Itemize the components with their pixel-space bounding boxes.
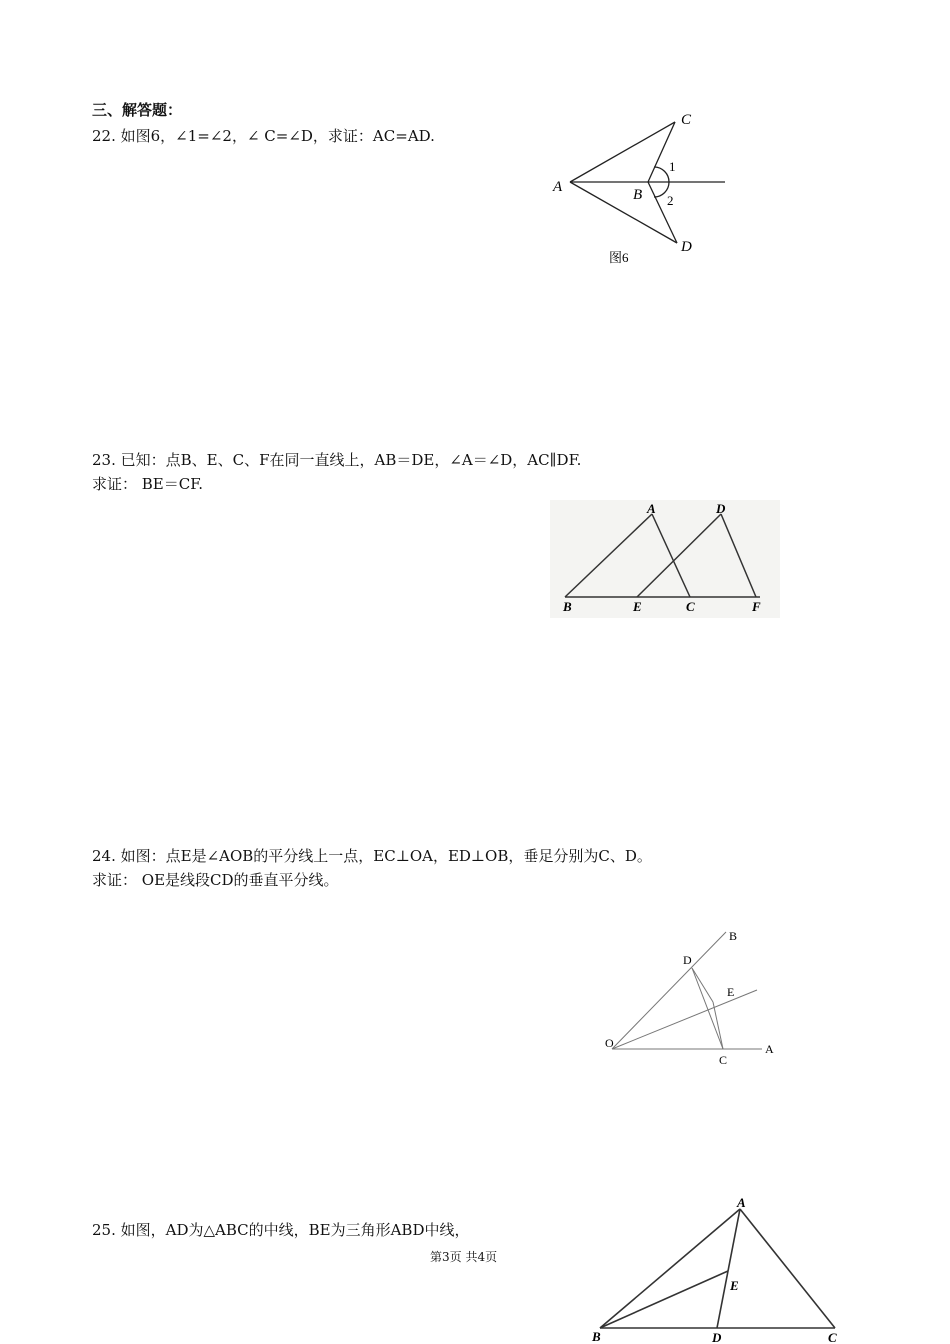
figure-23-background xyxy=(550,500,780,618)
label-a: A xyxy=(647,501,656,516)
bisector-oe xyxy=(612,990,757,1049)
label-a: A xyxy=(553,179,563,195)
page-footer: 第3页 共4页 xyxy=(430,1250,498,1264)
label-e: E xyxy=(727,985,735,999)
label-b: B xyxy=(592,1329,601,1344)
label-c: C xyxy=(681,112,692,128)
label-d: D xyxy=(712,1330,722,1344)
label-o: O xyxy=(605,1036,614,1050)
segment-de xyxy=(692,968,713,1002)
label-c: C xyxy=(686,599,695,614)
ray-ob xyxy=(612,932,726,1049)
segment-dc xyxy=(692,968,723,1049)
label-d: D xyxy=(683,953,692,967)
section-title: 三、解答题： xyxy=(92,101,183,119)
segment-ac xyxy=(570,122,675,182)
segment-ad xyxy=(570,182,677,243)
label-b: B xyxy=(563,599,572,614)
segment-bd xyxy=(648,182,677,243)
figure-25 xyxy=(585,1195,850,1344)
label-f: F xyxy=(752,599,761,614)
segment-ac xyxy=(740,1209,835,1328)
label-angle-1: 1 xyxy=(669,159,676,174)
label-c: C xyxy=(828,1330,837,1344)
label-angle-2: 2 xyxy=(667,193,674,208)
segment-ab xyxy=(600,1209,740,1328)
label-e: E xyxy=(730,1278,739,1293)
label-e: E xyxy=(633,599,642,614)
problem-23-line1: 23. 已知：点B、E、C、F在同一直线上，AB＝DE，∠A＝∠D，AC∥DF. xyxy=(92,451,582,469)
problem-24-line2: 求证： OE是线段CD的垂直平分线。 xyxy=(92,871,339,889)
label-d: D xyxy=(681,239,692,255)
median-ad xyxy=(717,1209,740,1328)
problem-24-line1: 24. 如图：点E是∠AOB的平分线上一点，EC⊥OA，ED⊥OB，垂足分别为C、D。 xyxy=(92,847,652,865)
median-be xyxy=(600,1271,728,1328)
figure-24 xyxy=(595,920,785,1075)
label-b: B xyxy=(633,187,643,203)
problem-25-text: 25. 如图，AD为△ABC的中线，BE为三角形ABD中线， xyxy=(92,1221,470,1239)
label-b: B xyxy=(729,929,738,943)
figure-6 xyxy=(540,105,740,270)
label-c: C xyxy=(719,1053,728,1067)
problem-23-line2: 求证： BE＝CF. xyxy=(92,475,204,493)
label-d: D xyxy=(716,501,726,516)
label-a: A xyxy=(765,1042,774,1056)
figure-6-caption: 图6 xyxy=(609,250,629,265)
problem-22-text: 22. 如图6，∠1=∠2，∠ C=∠D，求证：AC=AD. xyxy=(92,127,435,145)
label-a: A xyxy=(737,1195,746,1210)
figure-23 xyxy=(550,500,780,618)
